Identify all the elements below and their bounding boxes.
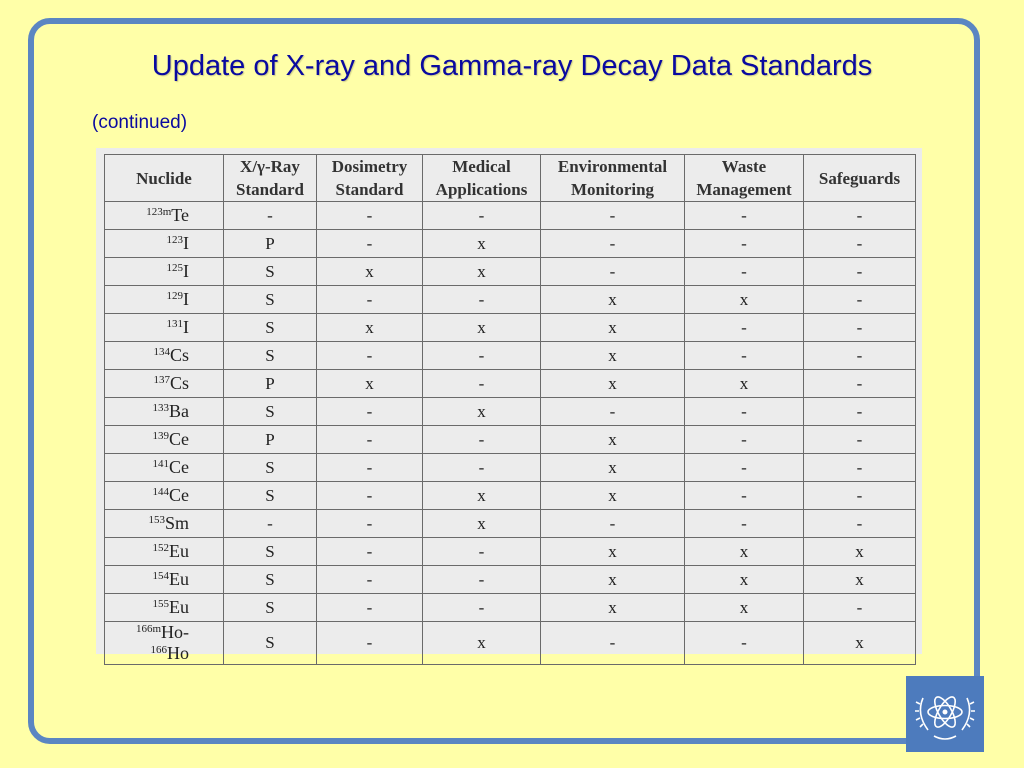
table-row (105, 566, 916, 594)
mass-number: 134 (153, 346, 170, 358)
element-symbol: Ce (169, 485, 189, 505)
dosimetry-standard-cell: - (317, 342, 423, 370)
medical-applications-cell: x (423, 314, 541, 342)
slide-subtitle: (continued) (92, 112, 188, 133)
table-row (105, 286, 916, 314)
dosimetry-standard-cell: - (317, 426, 423, 454)
dosimetry-standard-cell: - (317, 510, 423, 538)
waste-management-cell: - (685, 342, 804, 370)
safeguards-cell: - (804, 510, 916, 538)
environmental-monitoring-cell: x (541, 566, 685, 594)
medical-applications-cell: x (423, 258, 541, 286)
waste-management-cell: x (685, 370, 804, 398)
table-row (105, 538, 916, 566)
element-symbol: Ba (169, 401, 189, 421)
mass-number: 154 (152, 570, 169, 582)
xray-standard-cell: P (224, 230, 317, 258)
waste-management-cell: - (685, 482, 804, 510)
table-header-row (105, 155, 916, 202)
nuclide-cell (105, 538, 224, 566)
element-symbol: Cs (169, 373, 189, 393)
xray-standard-cell: S (224, 454, 317, 482)
waste-management-cell: x (685, 286, 804, 314)
waste-management-cell: x (685, 538, 804, 566)
mass-number: 166m (135, 623, 161, 635)
table-row (105, 398, 916, 426)
nuclide-cell (105, 510, 224, 538)
medical-applications-cell: - (423, 538, 541, 566)
table-row (105, 202, 916, 230)
medical-applications-cell: x (423, 622, 541, 665)
table-row (105, 314, 916, 342)
header-environmental-monitoring: Environmental Monitoring (541, 155, 685, 202)
dosimetry-standard-cell: - (317, 230, 423, 258)
element-symbol: Eu (169, 569, 189, 589)
element-symbol: I (183, 261, 189, 281)
header-dosimetry-standard: Dosimetry Standard (317, 155, 423, 202)
safeguards-cell: - (804, 314, 916, 342)
mass-number: 166 (150, 644, 167, 656)
safeguards-cell: - (804, 426, 916, 454)
safeguards-cell: - (804, 370, 916, 398)
nuclide-table (104, 154, 916, 665)
xray-standard-cell: P (224, 370, 317, 398)
header-xray-standard: X/γ-Ray Standard (224, 155, 317, 202)
safeguards-cell: x (804, 538, 916, 566)
mass-number: 125 (166, 262, 183, 274)
element-symbol: Ho (167, 643, 189, 663)
table-row (105, 622, 916, 665)
table-row (105, 454, 916, 482)
nuclide-cell (105, 566, 224, 594)
mass-number: 123 (166, 234, 183, 246)
waste-management-cell: - (685, 314, 804, 342)
header-nuclide: Nuclide (105, 155, 224, 202)
mass-number: 129 (166, 290, 183, 302)
medical-applications-cell: - (423, 454, 541, 482)
header-medical-applications: Medical Applications (423, 155, 541, 202)
xray-standard-cell: S (224, 594, 317, 622)
xray-standard-cell: S (224, 286, 317, 314)
xray-standard-cell: S (224, 482, 317, 510)
nuclide-cell (105, 314, 224, 342)
environmental-monitoring-cell: x (541, 314, 685, 342)
nuclide-cell (105, 230, 224, 258)
header-waste-management: Waste Management (685, 155, 804, 202)
waste-management-cell: x (685, 594, 804, 622)
element-symbol: I (183, 317, 189, 337)
table-row (105, 258, 916, 286)
environmental-monitoring-cell: - (541, 258, 685, 286)
nuclide-cell (105, 286, 224, 314)
waste-management-cell: - (685, 398, 804, 426)
waste-management-cell: - (685, 202, 804, 230)
nuclide-table-image (96, 148, 922, 663)
dosimetry-standard-cell: - (317, 454, 423, 482)
element-symbol: Eu (169, 541, 189, 561)
medical-applications-cell: - (423, 370, 541, 398)
medical-applications-cell: x (423, 510, 541, 538)
table-row (105, 342, 916, 370)
element-symbol: I (183, 233, 189, 253)
waste-management-cell: - (685, 454, 804, 482)
mass-number: 152 (152, 542, 169, 554)
nuclide-cell (105, 594, 224, 622)
nuclide-cell (105, 622, 224, 665)
xray-standard-cell: - (224, 510, 317, 538)
safeguards-cell: - (804, 482, 916, 510)
medical-applications-cell: x (423, 482, 541, 510)
nuclide-cell (105, 482, 224, 510)
environmental-monitoring-cell: - (541, 202, 685, 230)
iaea-logo (906, 676, 984, 752)
medical-applications-cell: x (423, 230, 541, 258)
xray-standard-cell: P (224, 426, 317, 454)
safeguards-cell: - (804, 454, 916, 482)
xray-standard-cell: S (224, 398, 317, 426)
medical-applications-cell: - (423, 286, 541, 314)
environmental-monitoring-cell: x (541, 594, 685, 622)
dosimetry-standard-cell: - (317, 622, 423, 665)
waste-management-cell: - (685, 258, 804, 286)
element-symbol: Ce (169, 457, 189, 477)
mass-number: 133 (152, 402, 169, 414)
safeguards-cell: x (804, 566, 916, 594)
environmental-monitoring-cell: x (541, 286, 685, 314)
environmental-monitoring-cell: x (541, 538, 685, 566)
waste-management-cell: - (685, 622, 804, 665)
slide-title: Update of X-ray and Gamma-ray Decay Data Standards (151, 50, 873, 82)
environmental-monitoring-cell: x (541, 370, 685, 398)
nuclide-cell (105, 398, 224, 426)
nuclide-cell (105, 342, 224, 370)
medical-applications-cell: - (423, 202, 541, 230)
safeguards-cell: - (804, 202, 916, 230)
table-row (105, 230, 916, 258)
safeguards-cell: - (804, 286, 916, 314)
safeguards-cell: x (804, 622, 916, 665)
xray-standard-cell: S (224, 342, 317, 370)
nuclide-cell (105, 454, 224, 482)
iaea-atom-wreath-icon (906, 676, 984, 752)
mass-number: 141 (152, 458, 169, 470)
table-row (105, 594, 916, 622)
element-symbol: Te (171, 205, 189, 225)
environmental-monitoring-cell: x (541, 482, 685, 510)
mass-number: 137 (153, 374, 170, 386)
dosimetry-standard-cell: - (317, 594, 423, 622)
dosimetry-standard-cell: - (317, 398, 423, 426)
xray-standard-cell: S (224, 566, 317, 594)
element-symbol: Eu (169, 597, 189, 617)
mass-number: 144 (152, 486, 169, 498)
table-row (105, 482, 916, 510)
safeguards-cell: - (804, 594, 916, 622)
safeguards-cell: - (804, 230, 916, 258)
medical-applications-cell: - (423, 594, 541, 622)
xray-standard-cell: - (224, 202, 317, 230)
nuclide-cell (105, 202, 224, 230)
dosimetry-standard-cell: x (317, 314, 423, 342)
element-symbol: Ho- (161, 622, 189, 642)
waste-management-cell: - (685, 510, 804, 538)
nuclide-cell (105, 370, 224, 398)
nuclide-cell (105, 258, 224, 286)
waste-management-cell: x (685, 566, 804, 594)
environmental-monitoring-cell: x (541, 426, 685, 454)
environmental-monitoring-cell: - (541, 398, 685, 426)
element-symbol: Sm (164, 513, 189, 533)
safeguards-cell: - (804, 342, 916, 370)
dosimetry-standard-cell: - (317, 286, 423, 314)
nuclide-cell (105, 426, 224, 454)
xray-standard-cell: S (224, 314, 317, 342)
mass-number: 139 (152, 430, 169, 442)
header-safeguards: Safeguards (804, 155, 916, 202)
element-symbol: Ce (169, 429, 189, 449)
mass-number: 155 (152, 598, 169, 610)
environmental-monitoring-cell: - (541, 510, 685, 538)
xray-standard-cell: S (224, 258, 317, 286)
dosimetry-standard-cell: - (317, 202, 423, 230)
waste-management-cell: - (685, 230, 804, 258)
mass-number: 153 (148, 514, 165, 526)
safeguards-cell: - (804, 258, 916, 286)
dosimetry-standard-cell: - (317, 566, 423, 594)
element-symbol: Cs (169, 345, 189, 365)
table-row (105, 510, 916, 538)
environmental-monitoring-cell: x (541, 454, 685, 482)
xray-standard-cell: S (224, 538, 317, 566)
dosimetry-standard-cell: x (317, 370, 423, 398)
dosimetry-standard-cell: - (317, 482, 423, 510)
medical-applications-cell: - (423, 426, 541, 454)
medical-applications-cell: - (423, 342, 541, 370)
environmental-monitoring-cell: - (541, 622, 685, 665)
dosimetry-standard-cell: - (317, 538, 423, 566)
environmental-monitoring-cell: x (541, 342, 685, 370)
table-row (105, 370, 916, 398)
xray-standard-cell: S (224, 622, 317, 665)
safeguards-cell: - (804, 398, 916, 426)
waste-management-cell: - (685, 426, 804, 454)
dosimetry-standard-cell: x (317, 258, 423, 286)
medical-applications-cell: x (423, 398, 541, 426)
table-body (105, 202, 916, 665)
element-symbol: I (183, 289, 189, 309)
table-row (105, 426, 916, 454)
environmental-monitoring-cell: - (541, 230, 685, 258)
mass-number: 123m (146, 206, 172, 218)
mass-number: 131 (166, 318, 183, 330)
medical-applications-cell: - (423, 566, 541, 594)
